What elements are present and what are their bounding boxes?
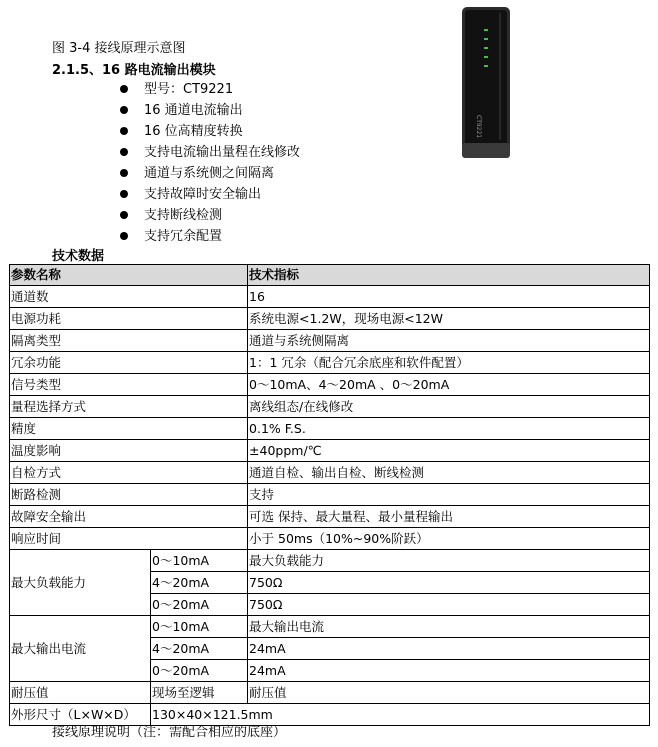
spec-cell: 通道自检、输出自检、断线检测	[248, 462, 650, 484]
range-cell: 4～20mA	[151, 638, 248, 660]
table-header-row	[10, 265, 650, 286]
spec-cell: 最大输出电流	[248, 616, 650, 638]
param-cell: 外形尺寸（L×W×D）	[10, 704, 151, 726]
spec-cell: 750Ω	[248, 594, 650, 616]
range-cell: 4～20mA	[151, 572, 248, 594]
table-row	[10, 616, 650, 638]
range-cell: 0～10mA	[151, 616, 248, 638]
spec-cell: 130×40×121.5mm	[151, 704, 650, 726]
spec-cell: ±40ppm/℃	[248, 440, 650, 462]
param-cell: 精度	[10, 418, 248, 440]
param-cell: 自检方式	[10, 462, 248, 484]
param-cell-max-current: 最大输出电流	[10, 616, 151, 682]
header-spec: 技术指标	[248, 265, 650, 286]
ct9221-module-image	[460, 5, 512, 160]
footer-note: 接线原理说明（注：需配合相应的底座）	[52, 725, 287, 740]
param-cell: 电源功耗	[10, 308, 248, 330]
spec-cell: 0～10mA、4～20mA 、0～20mA	[248, 374, 650, 396]
param-cell: 耐压值	[10, 682, 151, 704]
param-cell: 故障安全输出	[10, 506, 248, 528]
bullet-icon	[120, 148, 128, 156]
spec-cell: 支持	[248, 484, 650, 506]
table-row	[10, 330, 650, 352]
table-row	[10, 286, 650, 308]
spec-cell: 16	[248, 286, 650, 308]
bullet-icon	[120, 232, 128, 240]
list-item: 16 位高精度转换	[120, 121, 300, 142]
bullet-icon	[120, 106, 128, 114]
list-item: 支持断线检测	[120, 205, 300, 226]
param-cell: 信号类型	[10, 374, 248, 396]
list-item: 支持故障时安全输出	[120, 184, 300, 205]
range-cell: 0～10mA	[151, 550, 248, 572]
range-cell: 0～20mA	[151, 594, 248, 616]
param-cell: 通道数	[10, 286, 248, 308]
table-row	[10, 682, 650, 704]
device-label: CT9221	[475, 115, 482, 139]
spec-cell: 0.1% F.S.	[248, 418, 650, 440]
list-item: 支持冗余配置	[120, 226, 300, 247]
bullet-icon	[120, 169, 128, 177]
spec-cell: 耐压值	[248, 682, 650, 704]
table-row	[10, 374, 650, 396]
range-cell: 现场至逻辑	[151, 682, 248, 704]
param-cell: 温度影响	[10, 440, 248, 462]
bullet-icon	[120, 190, 128, 198]
table-row	[10, 418, 650, 440]
spec-cell: 24mA	[248, 638, 650, 660]
spec-heading: 技术数据	[52, 249, 105, 264]
bullet-icon	[120, 127, 128, 135]
table-row	[10, 528, 650, 550]
spec-cell: 系统电源<1.2W，现场电源<12W	[248, 308, 650, 330]
list-item: 16 通道电流输出	[120, 100, 300, 121]
spec-cell: 1：1 冗余（配合冗余底座和软件配置）	[248, 352, 650, 374]
spec-cell: 750Ω	[248, 572, 650, 594]
figure-caption: 图 3-4 接线原理示意图	[52, 41, 186, 56]
spec-cell: 通道与系统侧隔离	[248, 330, 650, 352]
spec-table	[9, 264, 650, 726]
range-cell: 0～20mA	[151, 660, 248, 682]
spec-cell: 可选 保持、最大量程、最小量程输出	[248, 506, 650, 528]
param-cell: 冗余功能	[10, 352, 248, 374]
bullet-icon	[120, 85, 128, 93]
spec-cell: 小于 50ms（10%~90%阶跃）	[248, 528, 650, 550]
bullet-icon	[120, 211, 128, 219]
spec-cell: 离线组态/在线修改	[248, 396, 650, 418]
param-cell: 量程选择方式	[10, 396, 248, 418]
spec-cell: 24mA	[248, 660, 650, 682]
table-row	[10, 396, 650, 418]
header-param: 参数名称	[10, 265, 248, 286]
table-row	[10, 462, 650, 484]
table-row	[10, 440, 650, 462]
param-cell: 隔离类型	[10, 330, 248, 352]
table-row	[10, 484, 650, 506]
feature-list	[120, 79, 300, 247]
list-item: 通道与系统侧之间隔离	[120, 163, 300, 184]
table-row	[10, 352, 650, 374]
list-item: 型号：CT9221	[120, 79, 300, 100]
param-cell: 响应时间	[10, 528, 248, 550]
param-cell-max-load: 最大负载能力	[10, 550, 151, 616]
list-item: 支持电流输出量程在线修改	[120, 142, 300, 163]
spec-cell: 最大负载能力	[248, 550, 650, 572]
table-row	[10, 550, 650, 572]
table-row	[10, 506, 650, 528]
section-title: 2.1.5、16 路电流输出模块	[52, 63, 216, 78]
table-row	[10, 308, 650, 330]
param-cell: 断路检测	[10, 484, 248, 506]
